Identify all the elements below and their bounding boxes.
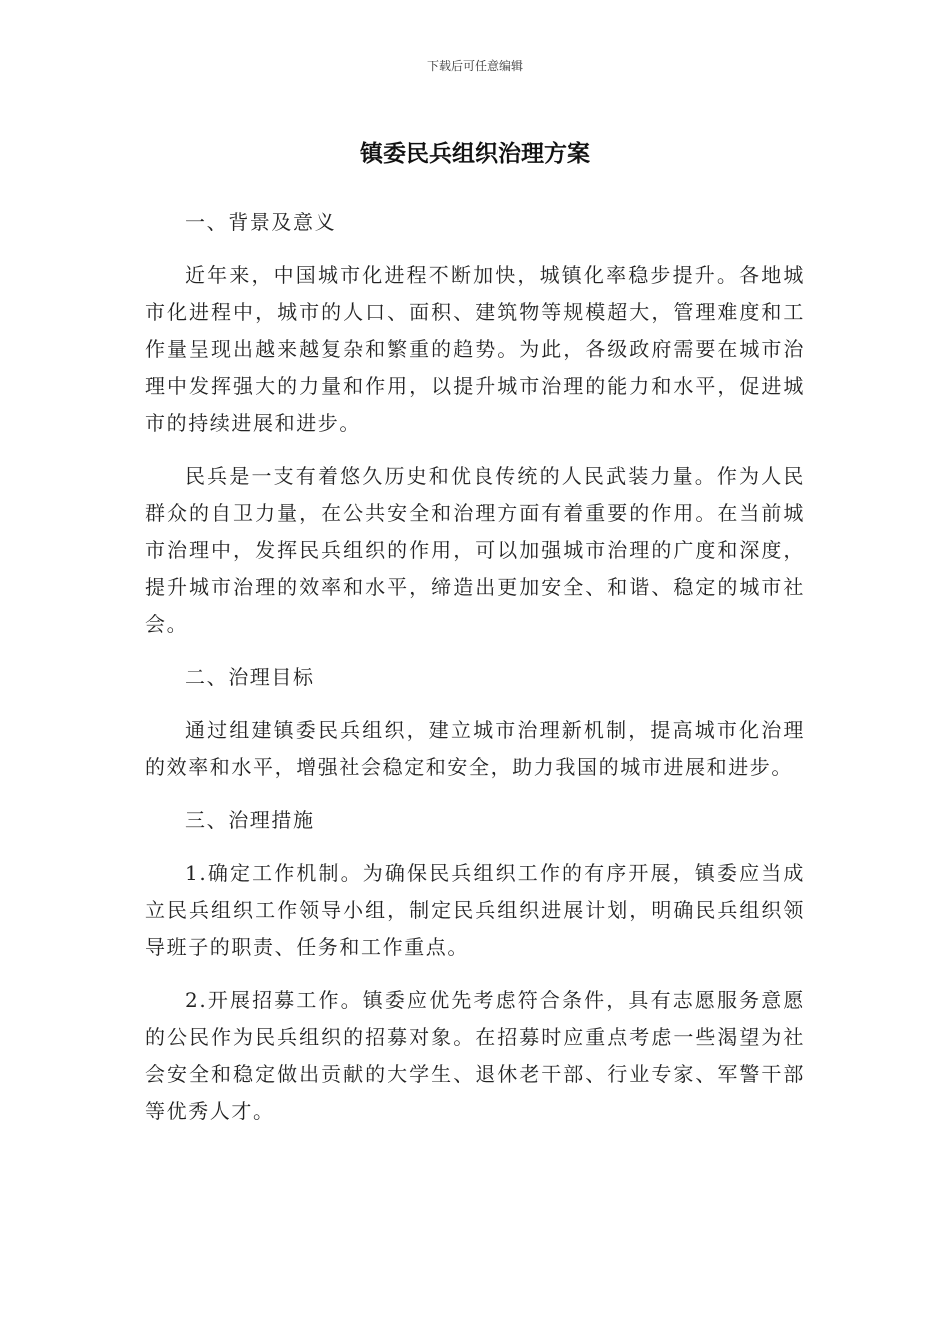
section-heading-goals: 二、治理目标: [185, 665, 315, 689]
measure-item-1: 1.确定工作机制。为确保民兵组织工作的有序开展，镇委应当成立民兵组织工作领导小组，制定民兵组织进展计划，明确民兵组织领导班子的职责、任务和工作重点。: [145, 861, 805, 959]
document-title: 镇委民兵组织治理方案: [360, 141, 590, 167]
measure-item-2: 2.开展招募工作。镇委应优先考虑符合条件，具有志愿服务意愿的公民作为民兵组织的招募对象。在招募时应重点考虑一些渴望为社会安全和稳定做出贡献的大学生、退休老干部、行业专家、军警干部等优秀人才。: [145, 988, 805, 1123]
document-body: [145, 204, 805, 1146]
paragraph-background-2: 民兵是一支有着悠久历史和优良传统的人民武装力量。作为人民群众的自卫力量，在公共安全和治理方面有着重要的作用。在当前城市治理中，发挥民兵组织的作用，可以加强城市治理的广度和深度，提升城市治理的效率和水平，缔造出更加安全、和谐、稳定的城市社会。: [145, 464, 805, 636]
paragraph-goals: 通过组建镇委民兵组织，建立城市治理新机制，提高城市化治理的效率和水平，增强社会稳定和安全，助力我国的城市进展和进步。: [145, 718, 805, 779]
header-note: 下载后可任意编辑: [426, 59, 523, 73]
section-heading-background: 一、背景及意义: [185, 210, 337, 234]
paragraph-background-1: 近年来，中国城市化进程不断加快，城镇化率稳步提升。各地城市化进程中，城市的人口、面积、建筑物等规模超大，管理难度和工作量呈现出越来越复杂和繁重的趋势。为此，各级政府需要在城市治理中发挥强大的力量和作用，以提升城市治理的能力和水平，促进城市的持续进展和进步。: [145, 263, 805, 435]
section-heading-measures: 三、治理措施: [185, 808, 315, 832]
